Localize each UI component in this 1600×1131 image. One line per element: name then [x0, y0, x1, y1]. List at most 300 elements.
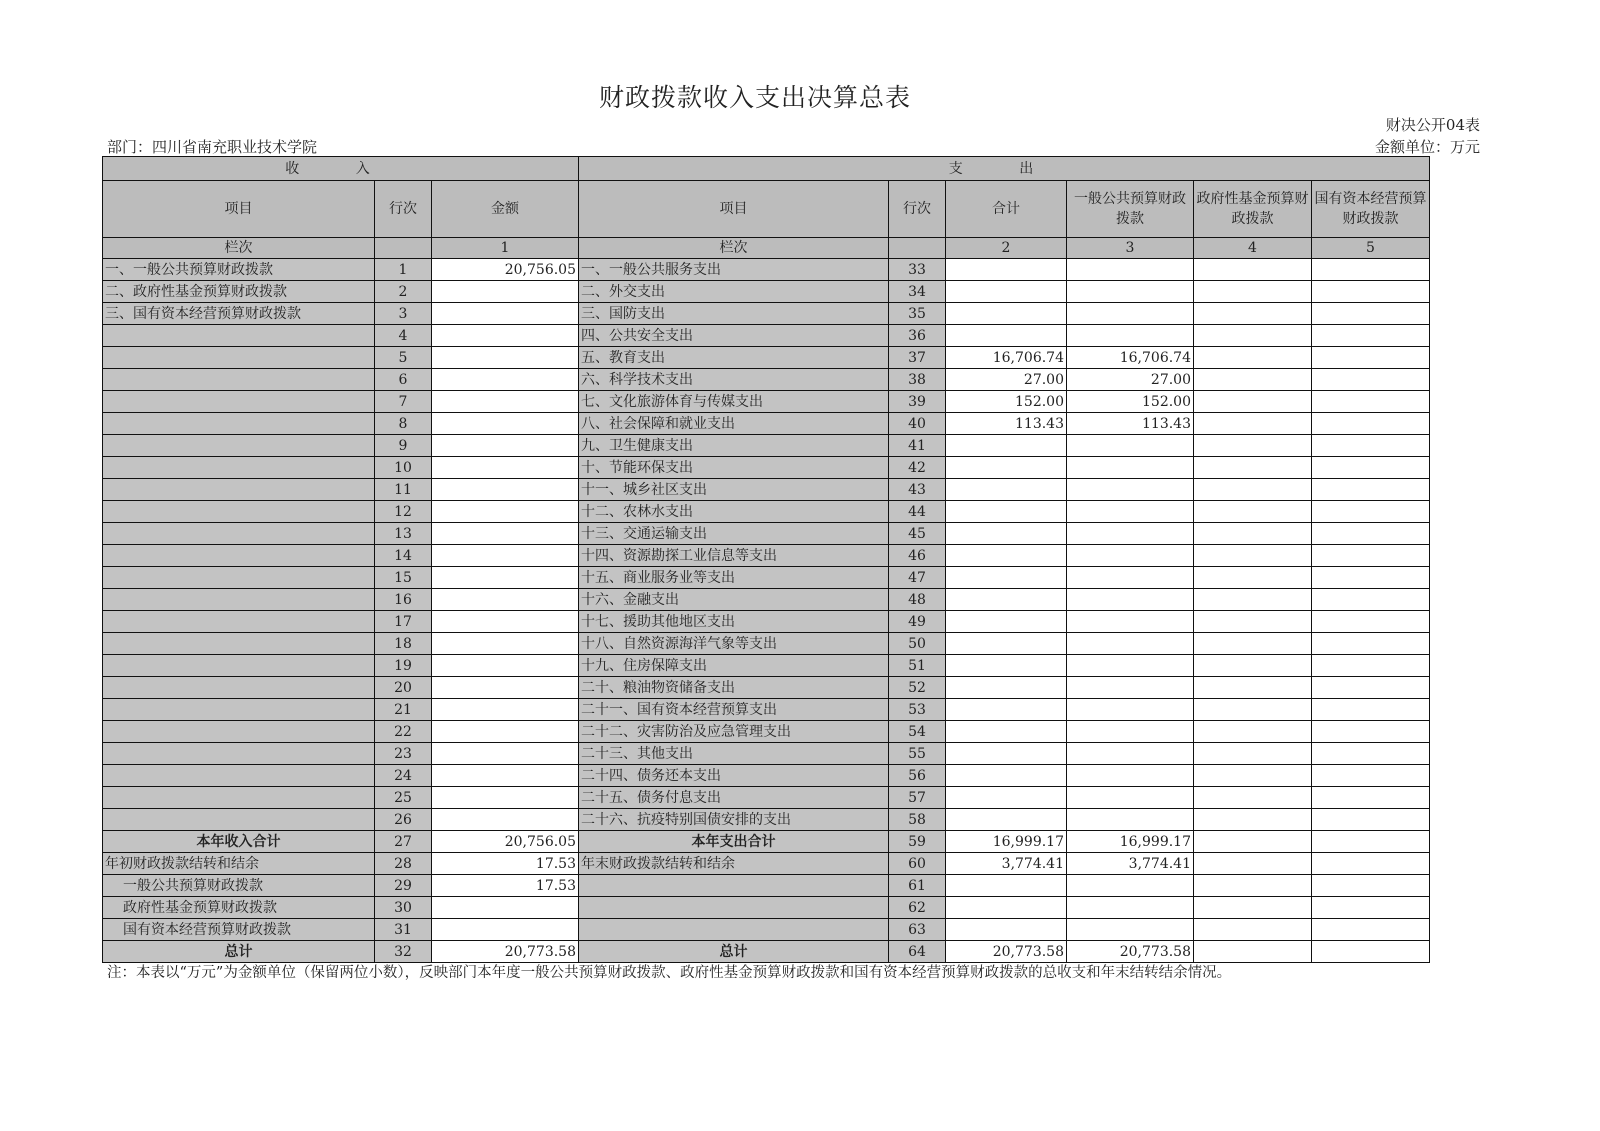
- table-row: [103, 633, 1430, 655]
- income-row-no: 19: [375, 655, 432, 677]
- expense-item: 八、社会保障和就业支出: [579, 413, 889, 435]
- expense-total: [946, 259, 1067, 281]
- expense-total: [946, 325, 1067, 347]
- income-amount: [432, 457, 579, 479]
- expense-gov-fund: [1194, 589, 1312, 611]
- table-row: [103, 677, 1430, 699]
- col-expense-item: 项目: [579, 181, 889, 238]
- expense-gov-fund: [1194, 875, 1312, 897]
- page-title: 财政拨款收入支出决算总表: [598, 83, 911, 112]
- income-row-no: 18: [375, 633, 432, 655]
- expense-row-no: 50: [889, 633, 946, 655]
- expense-state-capital: [1312, 545, 1430, 567]
- budget-summary-table: [102, 156, 1430, 963]
- expense-state-capital: [1312, 919, 1430, 941]
- table-row: [103, 809, 1430, 831]
- expense-total: [946, 567, 1067, 589]
- expense-section-header: 支 出: [579, 157, 1430, 181]
- expense-total: [946, 457, 1067, 479]
- income-amount: [432, 699, 579, 721]
- col-income-row-no: 行次: [375, 181, 432, 238]
- expense-gov-fund: [1194, 457, 1312, 479]
- table-row: [103, 721, 1430, 743]
- expense-state-capital: [1312, 457, 1430, 479]
- expense-item: 三、国防支出: [579, 303, 889, 325]
- year-expense-total-label: 本年支出合计: [579, 831, 889, 853]
- expense-general-budget: [1067, 479, 1194, 501]
- table-row: [103, 325, 1430, 347]
- expense-item: 十五、商业服务业等支出: [579, 567, 889, 589]
- expense-state-capital: [1312, 589, 1430, 611]
- col-number-1: 1: [432, 238, 579, 259]
- expense-row-no: 46: [889, 545, 946, 567]
- expense-row-no: 51: [889, 655, 946, 677]
- expense-state-capital: [1312, 699, 1430, 721]
- expense-general-budget: 27.00: [1067, 369, 1194, 391]
- table-row: [103, 413, 1430, 435]
- expense-state-capital: [1312, 765, 1430, 787]
- expense-total: [946, 875, 1067, 897]
- expense-gov-fund: [1194, 721, 1312, 743]
- income-row-no: 31: [375, 919, 432, 941]
- income-row-no: 6: [375, 369, 432, 391]
- income-item: [103, 721, 375, 743]
- expense-general-budget: [1067, 897, 1194, 919]
- expense-row-no: 43: [889, 479, 946, 501]
- expense-gov-fund: [1194, 391, 1312, 413]
- expense-row-no: 54: [889, 721, 946, 743]
- income-amount: [432, 655, 579, 677]
- col-number-4: 4: [1194, 238, 1312, 259]
- expense-total: [946, 589, 1067, 611]
- table-row: [103, 303, 1430, 325]
- expense-item: 二十一、国有资本经营预算支出: [579, 699, 889, 721]
- income-item: [103, 611, 375, 633]
- expense-total: [946, 545, 1067, 567]
- income-amount: [432, 281, 579, 303]
- expense-general-budget: [1067, 633, 1194, 655]
- expense-state-capital: [1312, 369, 1430, 391]
- expense-state-capital: [1312, 611, 1430, 633]
- expense-general-budget: [1067, 765, 1194, 787]
- col-number-3: 3: [1067, 238, 1194, 259]
- table-row: [103, 281, 1430, 303]
- income-item: [103, 523, 375, 545]
- expense-total: [946, 479, 1067, 501]
- expense-general-budget: [1067, 809, 1194, 831]
- expense-total: [946, 281, 1067, 303]
- income-amount: [432, 809, 579, 831]
- income-amount: 20,756.05: [432, 259, 579, 281]
- expense-row-no: 37: [889, 347, 946, 369]
- expense-row-no: 53: [889, 699, 946, 721]
- expense-general-budget: [1067, 435, 1194, 457]
- income-row-no: 8: [375, 413, 432, 435]
- table-row: [103, 457, 1430, 479]
- expense-item: 十六、金融支出: [579, 589, 889, 611]
- expense-row-no: 61: [889, 875, 946, 897]
- table-row: [103, 589, 1430, 611]
- table-row: [103, 523, 1430, 545]
- income-item: [103, 413, 375, 435]
- table-row: [103, 765, 1430, 787]
- expense-total: [946, 743, 1067, 765]
- expense-row-no: 44: [889, 501, 946, 523]
- expense-state-capital: [1312, 259, 1430, 281]
- income-row-no: 16: [375, 589, 432, 611]
- expense-total: [946, 677, 1067, 699]
- income-item: [103, 391, 375, 413]
- income-amount: [432, 787, 579, 809]
- expense-state-capital: [1312, 303, 1430, 325]
- table-row: [103, 369, 1430, 391]
- expense-state-capital: [1312, 479, 1430, 501]
- table-row: [103, 435, 1430, 457]
- expense-state-capital: [1312, 897, 1430, 919]
- income-item: [103, 655, 375, 677]
- expense-general-budget: [1067, 787, 1194, 809]
- income-item: [103, 677, 375, 699]
- expense-item: 五、教育支出: [579, 347, 889, 369]
- year-income-total-label: 本年收入合计: [103, 831, 375, 853]
- expense-item: 十一、城乡社区支出: [579, 479, 889, 501]
- income-item: [103, 809, 375, 831]
- expense-gov-fund: [1194, 853, 1312, 875]
- balance-sub-amount: 17.53: [432, 875, 579, 897]
- expense-general-budget: [1067, 523, 1194, 545]
- expense-row-no: 60: [889, 853, 946, 875]
- table-row: [103, 831, 1430, 853]
- expense-gov-fund: [1194, 567, 1312, 589]
- expense-item: 七、文化旅游体育与传媒支出: [579, 391, 889, 413]
- expense-item: 二、外交支出: [579, 281, 889, 303]
- beginning-balance-amount: 17.53: [432, 853, 579, 875]
- grand-total-expense-general: 20,773.58: [1067, 941, 1194, 963]
- expense-total: [946, 611, 1067, 633]
- income-amount: [432, 523, 579, 545]
- income-item: [103, 457, 375, 479]
- income-row-no: 21: [375, 699, 432, 721]
- expense-gov-fund: [1194, 765, 1312, 787]
- income-row-no: 17: [375, 611, 432, 633]
- expense-total: [946, 765, 1067, 787]
- income-row-no: 4: [375, 325, 432, 347]
- expense-state-capital: [1312, 435, 1430, 457]
- grand-total-expense: 20,773.58: [946, 941, 1067, 963]
- income-item: [103, 699, 375, 721]
- table-row: [103, 743, 1430, 765]
- expense-state-capital: [1312, 413, 1430, 435]
- income-amount: [432, 391, 579, 413]
- expense-gov-fund: [1194, 897, 1312, 919]
- expense-general-budget: [1067, 567, 1194, 589]
- expense-item: [579, 919, 889, 941]
- income-amount: [432, 347, 579, 369]
- expense-gov-fund: [1194, 413, 1312, 435]
- table-row: [103, 699, 1430, 721]
- expense-state-capital: [1312, 325, 1430, 347]
- income-item: 三、国有资本经营预算财政拨款: [103, 303, 375, 325]
- expense-gov-fund: [1194, 611, 1312, 633]
- income-row-no: 15: [375, 567, 432, 589]
- table-row: [103, 259, 1430, 281]
- income-amount: [432, 633, 579, 655]
- table-row: [103, 897, 1430, 919]
- expense-row-no: 45: [889, 523, 946, 545]
- income-item: [103, 325, 375, 347]
- expense-row-no: 59: [889, 831, 946, 853]
- expense-total: [946, 655, 1067, 677]
- expense-row-no: 52: [889, 677, 946, 699]
- expense-item: 四、公共安全支出: [579, 325, 889, 347]
- expense-gov-fund: [1194, 743, 1312, 765]
- unit-label: 金额单位：万元: [1374, 138, 1480, 156]
- income-row-no: 29: [375, 875, 432, 897]
- expense-gov-fund: [1194, 369, 1312, 391]
- expense-general-budget: [1067, 589, 1194, 611]
- table-row: [103, 919, 1430, 941]
- expense-gov-fund: [1194, 699, 1312, 721]
- expense-gov-fund: [1194, 325, 1312, 347]
- expense-state-capital: [1312, 281, 1430, 303]
- income-amount: [432, 743, 579, 765]
- expense-general-budget: [1067, 281, 1194, 303]
- expense-row-no: 47: [889, 567, 946, 589]
- expense-general-budget: [1067, 545, 1194, 567]
- expense-state-capital: [1312, 523, 1430, 545]
- expense-row-no: 41: [889, 435, 946, 457]
- income-row-no: 20: [375, 677, 432, 699]
- expense-item: 十八、自然资源海洋气象等支出: [579, 633, 889, 655]
- expense-state-capital: [1312, 831, 1430, 853]
- expense-row-no: 38: [889, 369, 946, 391]
- expense-gov-fund: [1194, 479, 1312, 501]
- expense-row-no: 39: [889, 391, 946, 413]
- expense-general-budget: [1067, 721, 1194, 743]
- expense-row-no: 55: [889, 743, 946, 765]
- balance-sub-item: 政府性基金预算财政拨款: [103, 897, 375, 919]
- income-row-no: 7: [375, 391, 432, 413]
- income-item: [103, 633, 375, 655]
- expense-gov-fund: [1194, 787, 1312, 809]
- expense-general-budget: [1067, 501, 1194, 523]
- income-item: [103, 567, 375, 589]
- expense-row-no: 49: [889, 611, 946, 633]
- income-amount: [432, 369, 579, 391]
- income-amount: [432, 765, 579, 787]
- income-row-no: 30: [375, 897, 432, 919]
- income-item: [103, 369, 375, 391]
- expense-item: 二十四、债务还本支出: [579, 765, 889, 787]
- expense-item: [579, 897, 889, 919]
- expense-state-capital: [1312, 809, 1430, 831]
- ending-balance-general: 3,774.41: [1067, 853, 1194, 875]
- expense-general-budget: [1067, 699, 1194, 721]
- table-row: [103, 787, 1430, 809]
- expense-general-budget: 152.00: [1067, 391, 1194, 413]
- income-row-no: 3: [375, 303, 432, 325]
- income-amount: [432, 413, 579, 435]
- income-row-no: 22: [375, 721, 432, 743]
- expense-total: [946, 435, 1067, 457]
- income-row-no: 2: [375, 281, 432, 303]
- expense-item: 十九、住房保障支出: [579, 655, 889, 677]
- income-item: [103, 347, 375, 369]
- beginning-balance-label: 年初财政拨款结转和结余: [103, 853, 375, 875]
- expense-row-no: 56: [889, 765, 946, 787]
- expense-state-capital: [1312, 787, 1430, 809]
- expense-general-budget: 113.43: [1067, 413, 1194, 435]
- expense-total: 27.00: [946, 369, 1067, 391]
- year-expense-total: 16,999.17: [946, 831, 1067, 853]
- income-amount: [432, 567, 579, 589]
- balance-sub-amount: [432, 919, 579, 941]
- income-row-no: 26: [375, 809, 432, 831]
- income-amount: [432, 677, 579, 699]
- expense-general-budget: [1067, 303, 1194, 325]
- expense-total: [946, 919, 1067, 941]
- expense-state-capital: [1312, 655, 1430, 677]
- table-row: [103, 611, 1430, 633]
- expense-row-no: 63: [889, 919, 946, 941]
- col-income-amount: 金额: [432, 181, 579, 238]
- expense-row-no: 57: [889, 787, 946, 809]
- expense-general-budget: [1067, 325, 1194, 347]
- income-row-no: 14: [375, 545, 432, 567]
- table-row: [103, 875, 1430, 897]
- income-row-no: 24: [375, 765, 432, 787]
- expense-general-budget: 16,706.74: [1067, 347, 1194, 369]
- expense-general-budget: [1067, 677, 1194, 699]
- col-number-blank: [375, 238, 432, 259]
- expense-state-capital: [1312, 347, 1430, 369]
- income-amount: [432, 721, 579, 743]
- col-state-capital: 国有资本经营预算财政拨款: [1312, 181, 1430, 238]
- expense-general-budget: [1067, 875, 1194, 897]
- expense-gov-fund: [1194, 303, 1312, 325]
- expense-total: [946, 633, 1067, 655]
- expense-state-capital: [1312, 391, 1430, 413]
- income-item: 二、政府性基金预算财政拨款: [103, 281, 375, 303]
- expense-gov-fund: [1194, 677, 1312, 699]
- department-label: 部门：四川省南充职业技术学院: [107, 138, 318, 156]
- expense-item: 二十六、抗疫特别国债安排的支出: [579, 809, 889, 831]
- expense-general-budget: [1067, 457, 1194, 479]
- expense-total: [946, 699, 1067, 721]
- income-item: 一、一般公共预算财政拨款: [103, 259, 375, 281]
- expense-gov-fund: [1194, 281, 1312, 303]
- expense-row-no: 34: [889, 281, 946, 303]
- expense-row-no: 33: [889, 259, 946, 281]
- expense-total: 16,706.74: [946, 347, 1067, 369]
- balance-sub-item: 一般公共预算财政拨款: [103, 875, 375, 897]
- expense-gov-fund: [1194, 633, 1312, 655]
- income-amount: [432, 479, 579, 501]
- expense-total: 113.43: [946, 413, 1067, 435]
- income-amount: [432, 545, 579, 567]
- table-row: [103, 347, 1430, 369]
- expense-gov-fund: [1194, 347, 1312, 369]
- expense-row-no: 62: [889, 897, 946, 919]
- expense-item: 十、节能环保支出: [579, 457, 889, 479]
- income-amount: [432, 589, 579, 611]
- grand-total-income-amount: 20,773.58: [432, 941, 579, 963]
- income-item: [103, 787, 375, 809]
- expense-item: 二十三、其他支出: [579, 743, 889, 765]
- col-expense-total: 合计: [946, 181, 1067, 238]
- expense-general-budget: [1067, 743, 1194, 765]
- grand-total-expense-label: 总计: [579, 941, 889, 963]
- income-row-no: 32: [375, 941, 432, 963]
- expense-item: 二十五、债务付息支出: [579, 787, 889, 809]
- col-number-label: 栏次: [579, 238, 889, 259]
- expense-gov-fund: [1194, 831, 1312, 853]
- expense-row-no: 35: [889, 303, 946, 325]
- footnote: 注：本表以“万元”为金额单位（保留两位小数），反映部门本年度一般公共预算财政拨款、政府性基金预算财政拨款和国有资本经营预算财政拨款的总收支和年末结转结余情况。: [107, 965, 1232, 981]
- expense-item: 二十二、灾害防治及应急管理支出: [579, 721, 889, 743]
- income-amount: [432, 303, 579, 325]
- expense-gov-fund: [1194, 523, 1312, 545]
- income-amount: [432, 611, 579, 633]
- expense-row-no: 42: [889, 457, 946, 479]
- expense-general-budget: [1067, 259, 1194, 281]
- income-item: [103, 501, 375, 523]
- expense-gov-fund: [1194, 919, 1312, 941]
- income-item: [103, 479, 375, 501]
- income-row-no: 9: [375, 435, 432, 457]
- expense-state-capital: [1312, 567, 1430, 589]
- col-number-label: 栏次: [103, 238, 375, 259]
- expense-state-capital: [1312, 743, 1430, 765]
- table-row: [103, 567, 1430, 589]
- expense-state-capital: [1312, 633, 1430, 655]
- expense-state-capital: [1312, 853, 1430, 875]
- expense-item: 九、卫生健康支出: [579, 435, 889, 457]
- table-row: [103, 391, 1430, 413]
- table-row: [103, 655, 1430, 677]
- expense-row-no: 40: [889, 413, 946, 435]
- expense-gov-fund: [1194, 501, 1312, 523]
- expense-row-no: 36: [889, 325, 946, 347]
- expense-item: 二十、粮油物资储备支出: [579, 677, 889, 699]
- income-row-no: 12: [375, 501, 432, 523]
- income-row-no: 28: [375, 853, 432, 875]
- income-row-no: 13: [375, 523, 432, 545]
- income-row-no: 11: [375, 479, 432, 501]
- year-expense-general: 16,999.17: [1067, 831, 1194, 853]
- income-row-no: 25: [375, 787, 432, 809]
- col-expense-row-no: 行次: [889, 181, 946, 238]
- col-number-5: 5: [1312, 238, 1430, 259]
- income-row-no: 27: [375, 831, 432, 853]
- income-row-no: 5: [375, 347, 432, 369]
- balance-sub-amount: [432, 897, 579, 919]
- expense-gov-fund: [1194, 435, 1312, 457]
- income-item: [103, 589, 375, 611]
- income-item: [103, 545, 375, 567]
- income-item: [103, 743, 375, 765]
- expense-total: [946, 787, 1067, 809]
- col-income-item: 项目: [103, 181, 375, 238]
- expense-row-no: 48: [889, 589, 946, 611]
- expense-state-capital: [1312, 501, 1430, 523]
- expense-total: [946, 721, 1067, 743]
- col-gov-fund: 政府性基金预算财政拨款: [1194, 181, 1312, 238]
- expense-item: 十七、援助其他地区支出: [579, 611, 889, 633]
- income-amount: [432, 325, 579, 347]
- expense-gov-fund: [1194, 655, 1312, 677]
- expense-total: [946, 809, 1067, 831]
